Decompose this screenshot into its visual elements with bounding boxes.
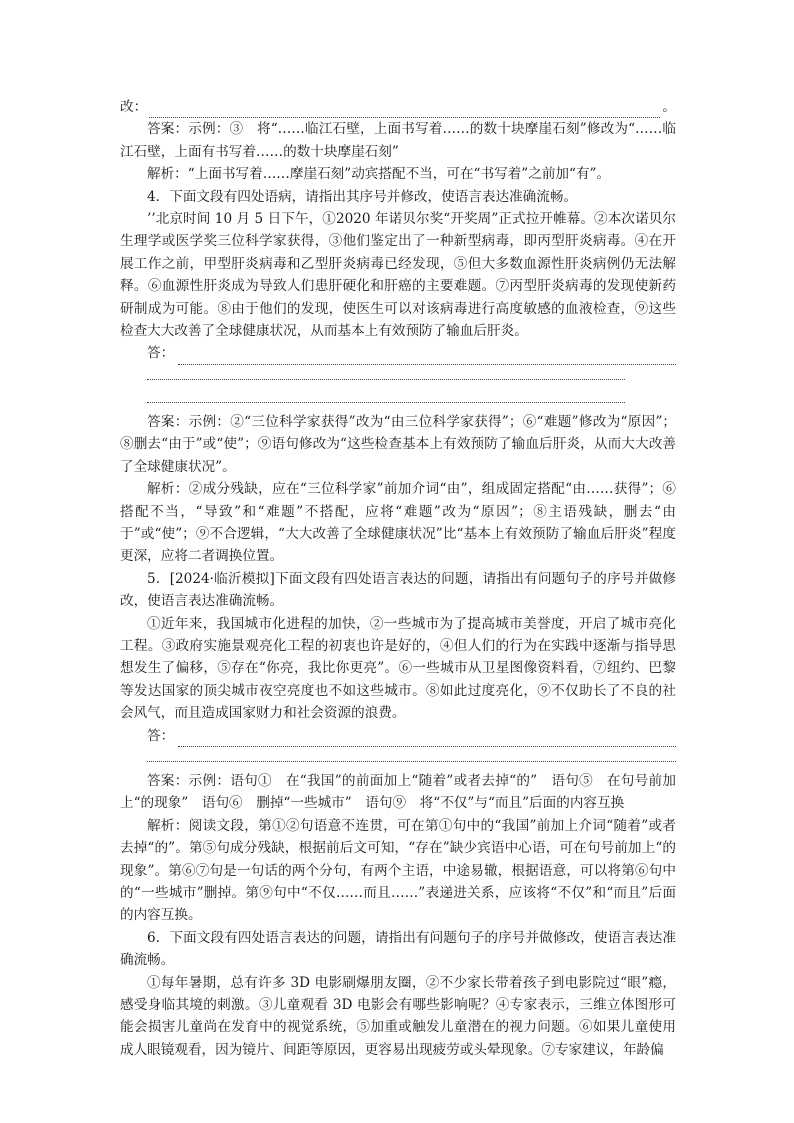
q6-passage: ①每年暑期，总有许多 3D 电影刷爆朋友圈，②不少家长带着孩子到电影院过“眼”瘾，感受身临其境的刺激。③儿童观看 3D 电影会有哪些影响呢？④专家表示，三维立体图形可能会损害儿童尚在发育中的视觉系统，⑤加重或触发儿童潜在的视力问题。⑥如果儿童使用成人眼镜观看，因为镜片、间距等原因，更容易出现疲劳或头晕现象。⑦专家建议，年龄偏 bbox=[120, 974, 676, 1058]
blank-suffix: 。 bbox=[662, 99, 676, 115]
q3-answer-line2: “……临江石壁，上面有书写着……的数十块摩崖石刻” bbox=[120, 121, 676, 160]
document-content bbox=[120, 96, 676, 1061]
q5-stem: 5．[2024·临沂模拟]下面文段有四处语言表达的问题，请指出有问题句子的序号并做修改，使语言表达准确流畅。 bbox=[120, 570, 676, 610]
q4-analysis: 解析：②成分残缺，应在“三位科学家”前加介词“由”，组成固定搭配“由……获得”；⑥搭配不当，“导致”和“难题”不搭配，应将“难题”改为“原因”；⑧主语残缺，删去“由于”或“使”；⑨不合逻辑，“大大改善了全球健康状况”比“基本上有效预防了输血后肝炎”程度更深，应将二者调换位置。 bbox=[120, 481, 676, 565]
dotted-blank bbox=[149, 103, 660, 118]
q5-answer-label: 答： bbox=[147, 727, 175, 744]
answer-blank-line bbox=[120, 96, 676, 118]
q5-analysis: 解析：阅读文段，第①②句语意不连贯，可在第①句中的“我国”前加上介词“随着”或者去掉“的”。第⑤句成分残缺，根据前后文可知，“存在”缺少宾语中心语，可在句号前加上“的现象”。第⑥⑦句是一句话的两个分句，有两个主语，中途易辙，根据语意，可以将第⑥句中的“一些城市”删掉。第⑨句中“不仅……而且……”表递进关系，应该将“不仅”和“而且”后面的内容互换。 bbox=[120, 817, 676, 924]
q4-answer-line bbox=[120, 342, 676, 364]
q5-passage: ①近年来，我国城市化进程的加快，②一些城市为了提高城市美誉度，开启了城市亮化工程。③政府实施景观亮化工程的初衷也许是好的，④但人们的行为在实践中逐渐与指导思想发生了偏移，⑤存在“你亮，我比你更亮”。⑥一些城市从卫星图像资料看，⑦纽约、巴黎等发达国家的顶尖城市夜空亮度也不如这些城市。⑧如此过度亮化，⑨不仅助长了不良的社会风气，而且造成国家财力和社会资源的浪费。 bbox=[120, 615, 676, 722]
q4-stem: 4．下面文段有四处语病，请指出其序号并修改，使语言表达准确流畅。 bbox=[147, 188, 578, 205]
q4-passage: ’’北京时间 10 月 5 日下午，①2020 年诺贝尔奖“开奖周”正式拉开帷幕。②本次诺贝尔生理学或医学奖三位科学家获得，③他们鉴定出了一种新型病毒，即丙型肝炎病毒。④在开展工作之前，甲型肝炎病毒和乙型肝炎病毒已经发现，⑤但大多数血源性肝炎病例仍无法解释。⑥血源性肝炎成为导致人们患肝硬化和肝癌的主要难题。⑦丙型肝炎病毒的发现使新药研制成为可能。⑧由于他们的发现，使医生可以对该病毒进行高度敏感的血液检查，⑨这些检查大大改善了全球健康状况，从而基本上有效预防了输血后肝炎。 bbox=[120, 211, 676, 340]
q5-answer-line bbox=[120, 725, 676, 747]
q3-analysis: 解析：“上面书写着……摩崖石刻”动宾搭配不当，可在“书写着”之前加“有”。 bbox=[147, 166, 611, 183]
q5-dotted-blank bbox=[178, 732, 676, 747]
q4-dotted-blank-2 bbox=[147, 365, 625, 380]
q3-answer bbox=[120, 118, 676, 163]
q4-answer-label: 答： bbox=[147, 345, 175, 362]
q5-answer: 答案：示例：语句① 在“我国”的前面加上“随着”或者去掉“的” 语句⑤ 在句号前加上“的现象” 语句⑥ 删掉“一些城市” 语句⑨ 将“不仅”与“而且”后面的内容互换 bbox=[120, 772, 676, 812]
q6-stem: 6．下面文段有四处语言表达的问题，请指出有问题句子的序号并做修改，使语言表达准确流畅。 bbox=[120, 929, 676, 969]
blank-prefix: 改： bbox=[120, 99, 148, 115]
q5-dotted-blank-2 bbox=[147, 747, 676, 762]
q4-answer: 答案：示例：②“三位科学家获得”改为“由三位科学家获得”；⑥“难题”修改为“原因”；⑧删去“由于”或“使”；⑨语句修改为“这些检查基本上有效预防了输血后肝炎，从而大大改善了全球健康状况”。 bbox=[120, 413, 676, 475]
q3-answer-line1: 答案：示例：③ 将“……临江石壁，上面书写着……的数十块摩崖石刻”修改为 bbox=[147, 121, 629, 138]
q4-dotted-blank-3 bbox=[147, 388, 625, 403]
q4-dotted-blank bbox=[178, 350, 676, 365]
